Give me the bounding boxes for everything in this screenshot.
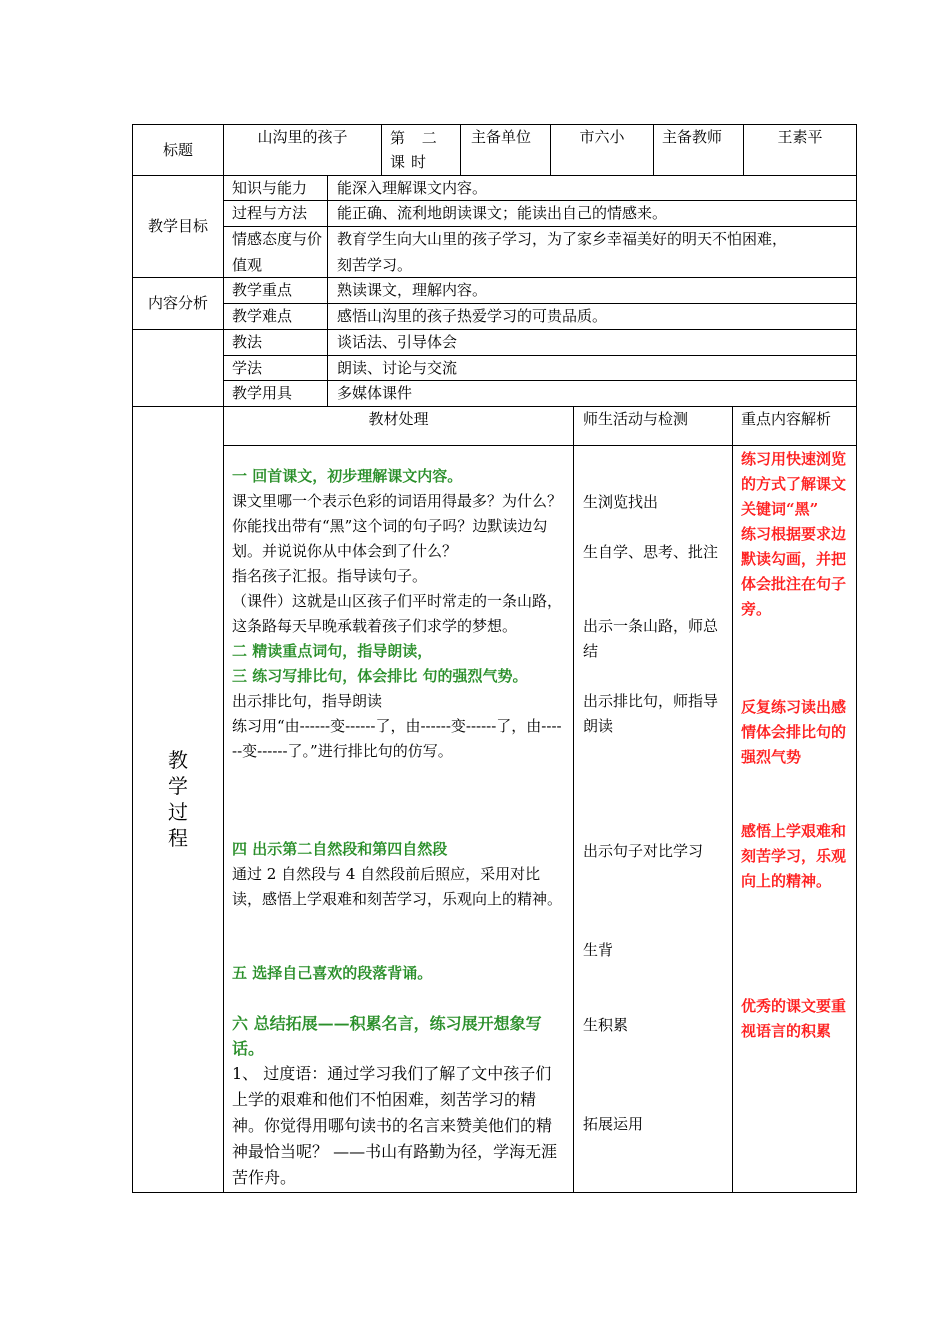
material-text: 你能找出带有“黑”这个词的句子吗？边默读边勾 划。并说说你从中体会到了什么？ xyxy=(232,517,548,560)
col-activity-header: 师生活动与检测 xyxy=(583,410,689,428)
unit-value: 市六小 xyxy=(579,128,625,146)
section-6-title: 六 总结拓展——积累名言，练习展开想象写话。 xyxy=(232,1014,542,1058)
activity-item: 出示句子对比学习 xyxy=(583,842,704,860)
material-column-4 xyxy=(232,1011,566,1191)
material-column xyxy=(232,464,566,764)
table-border xyxy=(381,124,382,176)
table-border xyxy=(224,355,857,356)
method-value: 朗读、讨论与交流 xyxy=(337,359,458,377)
table-border xyxy=(224,380,857,381)
activity-item: 生浏览找出 xyxy=(583,493,659,511)
table-border xyxy=(653,124,654,176)
goal-key: 情感态度与价值观 xyxy=(232,230,323,274)
table-border xyxy=(132,124,133,1193)
analysis-key: 教学重点 xyxy=(232,281,293,299)
material-text: 课文里哪一个表示色彩的词语用得最多？为什么？ xyxy=(232,492,563,510)
section-4-title: 四 出示第二自然段和第四自然段 xyxy=(232,840,448,858)
section-3-title: 三 练习写排比句，体会排比 句的强烈气势。 xyxy=(232,667,528,685)
goals-label: 教学目标 xyxy=(147,217,208,235)
goal-value: 能正确、流利地朗读课文；能读出自己的情感来。 xyxy=(337,204,668,222)
analysis-key: 教学难点 xyxy=(232,307,293,325)
method-value: 谈话法、引导体会 xyxy=(337,333,458,351)
table-border xyxy=(856,124,857,1193)
method-key: 教法 xyxy=(232,333,263,351)
activity-item: 出示排比句，师指导朗读 xyxy=(583,692,719,735)
material-text: 指名孩子汇报。指导读句子。 xyxy=(232,567,428,585)
table-border xyxy=(460,124,461,176)
table-border xyxy=(327,176,328,407)
method-key: 学法 xyxy=(232,359,263,377)
goal-key: 知识与能力 xyxy=(232,179,308,197)
col-key-header: 重点内容解析 xyxy=(741,410,832,428)
method-key: 教学用具 xyxy=(232,384,293,402)
activity-item: 拓展运用 xyxy=(583,1115,644,1133)
analysis-value: 感悟山沟里的孩子热爱学习的可贵品质。 xyxy=(337,307,608,325)
col-material-header: 教材处理 xyxy=(368,410,429,428)
material-column-3 xyxy=(232,961,566,986)
section-5-title: 五 选择自己喜欢的段落背诵。 xyxy=(232,964,433,982)
table-border xyxy=(223,124,224,1193)
material-text: 通过 2 自然段与 4 自然段前后照应，采用对比读，感悟上学艰难和刻苦学习，乐观向上的精神。 xyxy=(232,865,563,908)
material-text: 练习用“由------变------了，由------变------了，由------变------了。”进行排比句的仿写。 xyxy=(232,717,562,760)
lesson-number: 第 二 课时 xyxy=(390,129,443,171)
table-border xyxy=(224,445,857,446)
teacher-value: 王素平 xyxy=(777,128,823,146)
material-text: 出示排比句，指导朗读 xyxy=(232,692,383,710)
activity-item: 生积累 xyxy=(583,1016,629,1034)
material-column-2 xyxy=(232,837,566,912)
process-label: 教学过程 xyxy=(168,748,188,850)
title-value: 山沟里的孩子 xyxy=(257,128,348,146)
section-2-title: 二 精读重点词句，指导朗读， xyxy=(232,642,433,660)
goal-value: 能深入理解课文内容。 xyxy=(337,179,488,197)
key-point: 优秀的课文要重视语言的积累 xyxy=(741,997,847,1040)
goal-value: 教育学生向大山里的孩子学习，为了家乡幸福美好的明天不怕困难，刻苦学习。 xyxy=(337,230,788,274)
key-point: 反复练习读出感情体会排比句的强烈气势 xyxy=(741,698,847,766)
section-1-title: 一 回首课文，初步理解课文内容。 xyxy=(232,467,463,485)
key-point: 感悟上学艰难和刻苦学习，乐观向上的精神。 xyxy=(741,822,847,890)
table-border xyxy=(732,406,733,1193)
table-border xyxy=(573,406,574,1193)
goal-key: 过程与方法 xyxy=(232,204,308,222)
material-text: （课件）这就是山区孩子们平时常走的一条山路，这条路每天早晚承载着孩子们求学的梦想。 xyxy=(232,592,563,635)
activity-item: 生自学、思考、批注 xyxy=(583,543,719,561)
activity-item: 出示一条山路，师总结 xyxy=(583,617,719,660)
table-border xyxy=(132,1192,857,1193)
material-text: 1、 过度语：通过学习我们了解了文中孩子们上学的艰难和他们不怕困难，刻苦学习的精神。你觉得用哪句读书的名言来赞美他们的精神最恰当呢？ ——书山有路勤为径，学海无涯苦作舟。 xyxy=(232,1064,558,1187)
analysis-label: 内容分析 xyxy=(147,294,208,312)
key-point: 练习用快速浏览的方式了解课文关键词“黑” 练习根据要求边默读勾画，并把体会批注在句子旁。 xyxy=(741,450,847,618)
method-value: 多媒体课件 xyxy=(337,384,413,402)
analysis-value: 熟读课文，理解内容。 xyxy=(337,281,488,299)
unit-label: 主备单位 xyxy=(471,128,532,146)
activity-item: 生背 xyxy=(583,941,614,959)
title-label: 标题 xyxy=(162,141,193,159)
teacher-label: 主备教师 xyxy=(662,128,723,146)
